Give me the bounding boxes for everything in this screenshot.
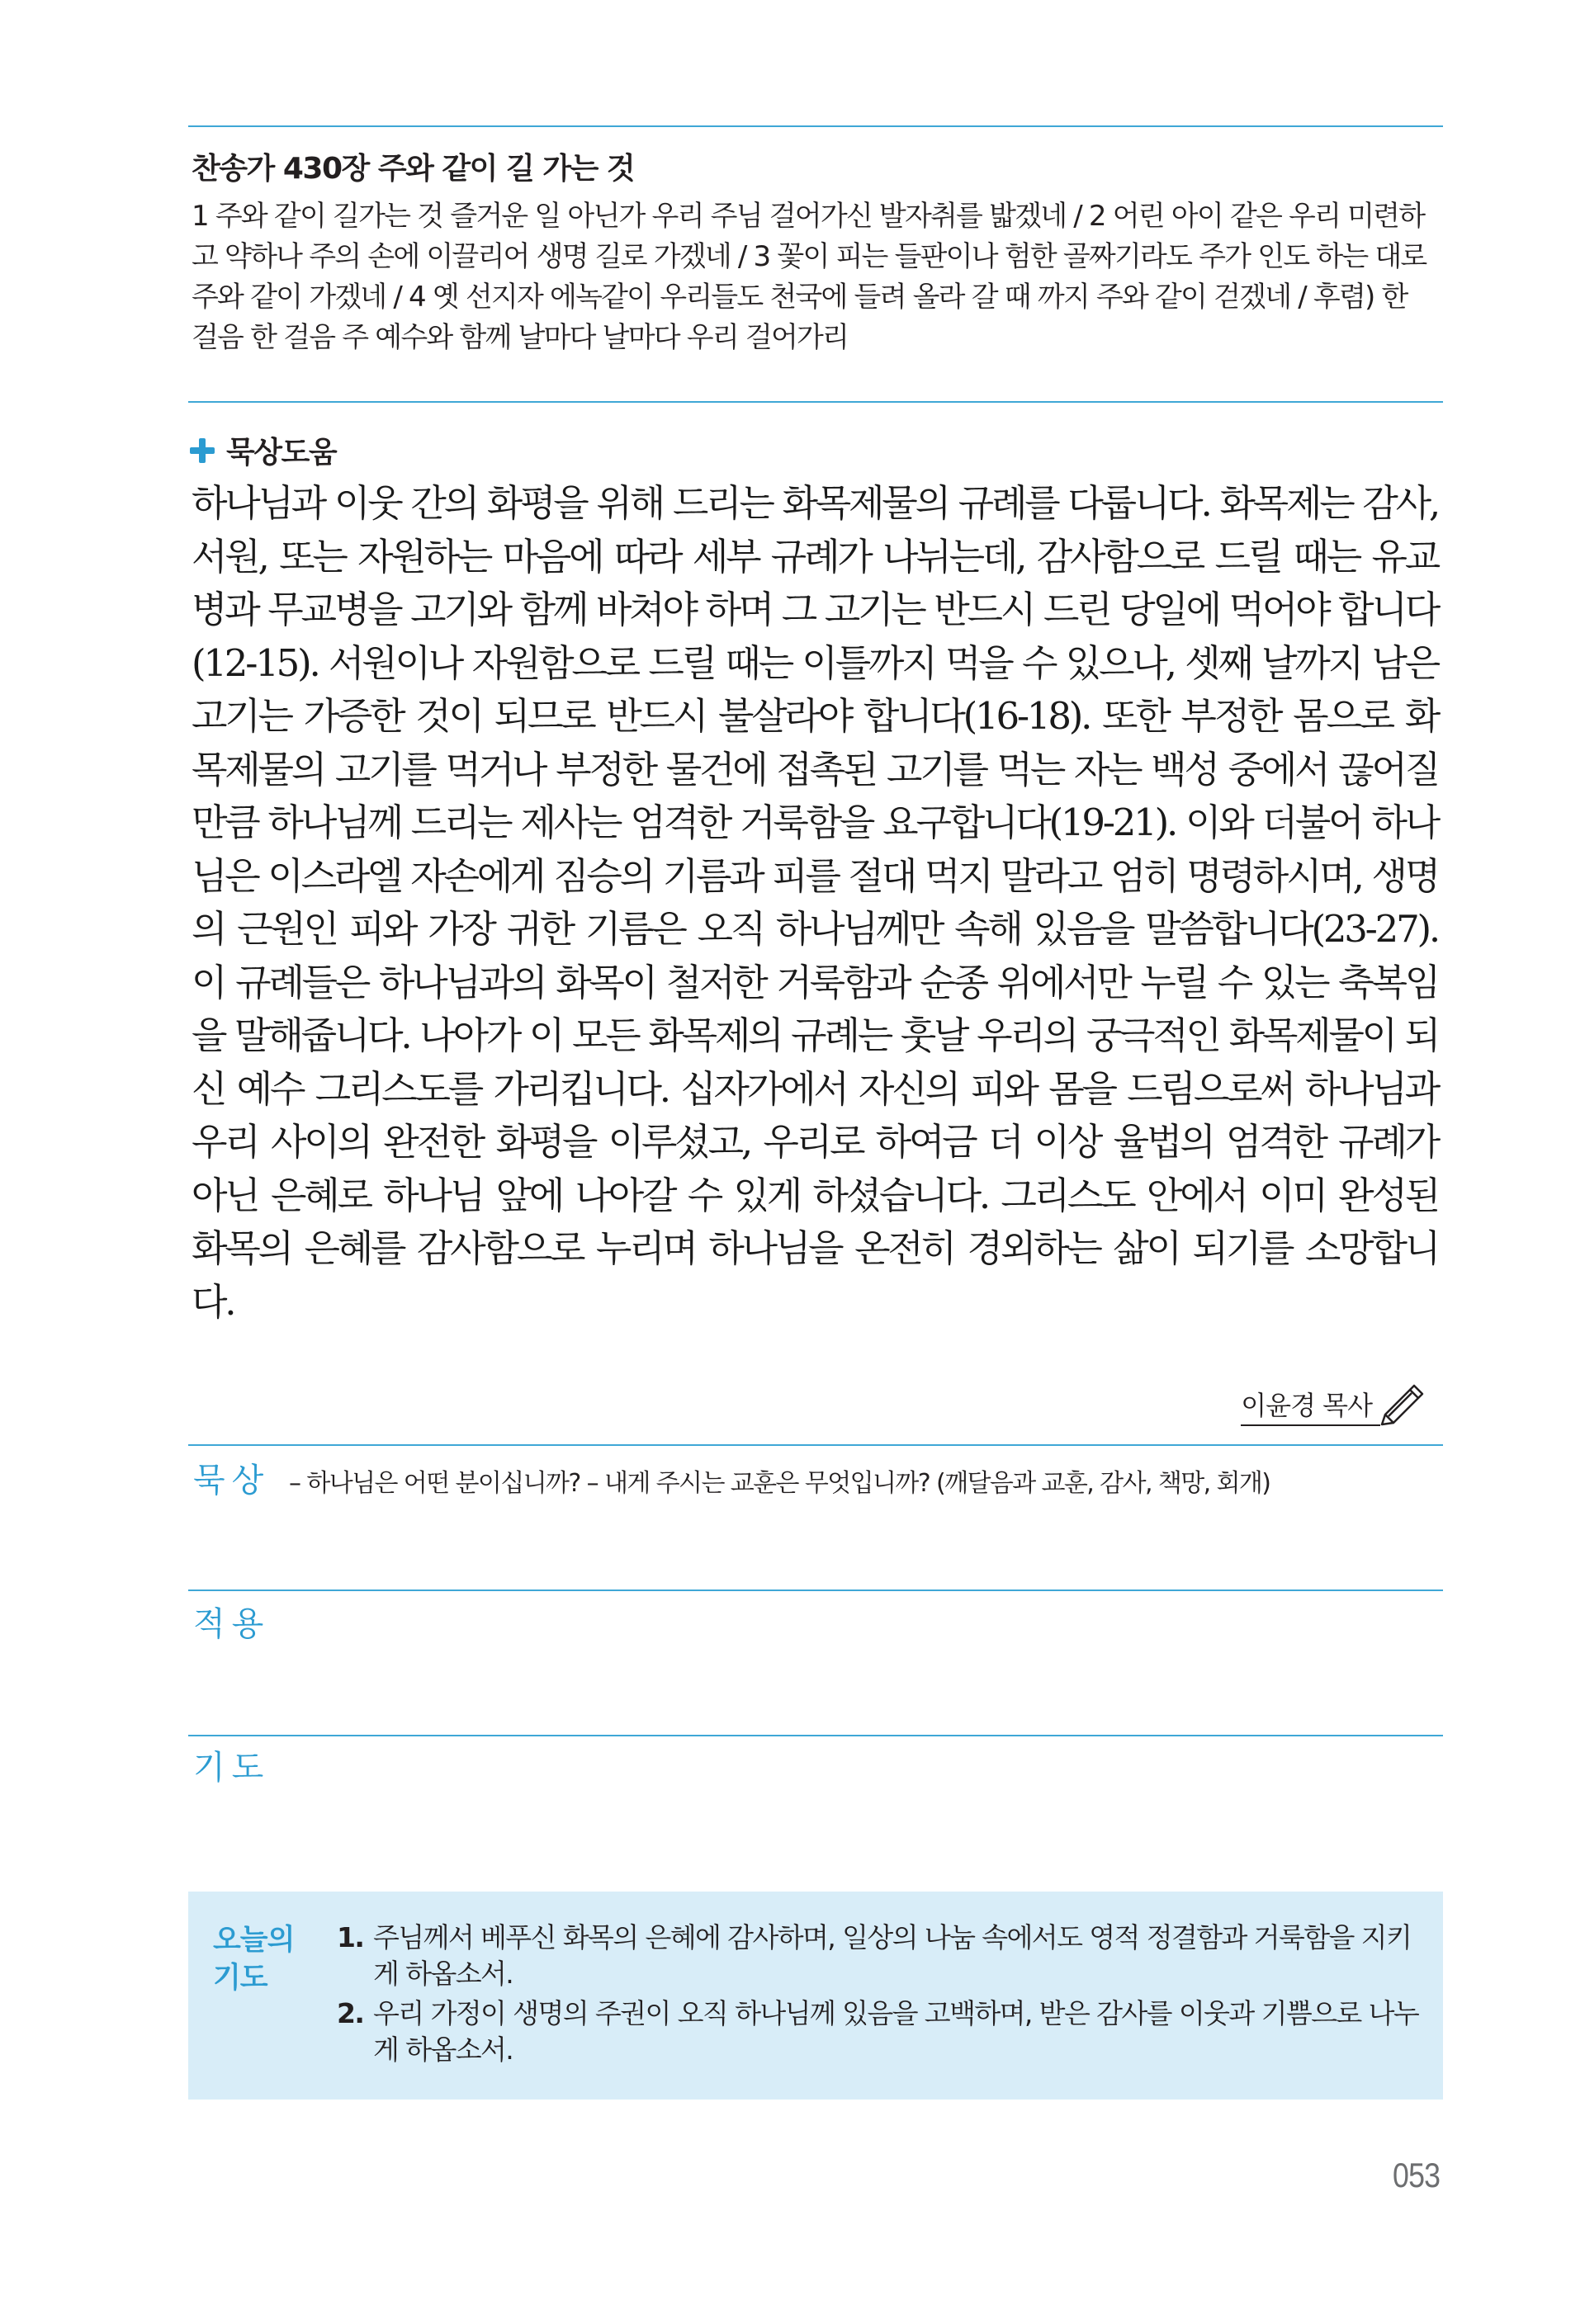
- today-prayer-list: [337, 1920, 1423, 2071]
- meditation-body: 하나님과 이웃 간의 화평을 위해 드리는 화목제물의 규례를 다룹니다. 화목제는 감사, 서원, 또는 자원하는 마음에 따라 세부 규례가 나뉘는데, 감사함으로 드릴 때는 유교병과 무교병을 고기와 함께 바쳐야 하며 그 고기는 반드시 드린 당일에 먹어야 합니다(12-15). 서원이나 자원함으로 드릴 때는 이틀까지 먹을 수 있으나, 셋째 날까지 남은 고기는 가증한 것이 되므로 반드시 불살라야 합니다(16-18). 또한 부정한 몸으로 화목제물의 고기를 먹거나 부정한 물건에 접촉된 고기를 먹는 자는 백성 중에서 끊어질 만큼 하나님께 드리는 제사는 엄격한 거룩함을 요구합니다(19-21). 이와 더불어 하나님은 이스라엘 자손에게 짐승의 기름과 피를 절대 먹지 말라고 엄히 명령하시며, 생명의 근원인 피와 가장 귀한 기름은 오직 하나님께만 속해 있음을 말씀합니다(23-27). 이 규례들은 하나님과의 화목이 철저한 거룩함과 순종 위에서만 누릴 수 있는 축복임을 말해줍니다. 나아가 이 모든 화목제의 규례는 훗날 우리의 궁극적인 화목제물이 되신 예수 그리스도를 가리킵니다. 십자가에서 자신의 피와 몸을 드림으로써 하나님과 우리 사이의 완전한 화평을 이루셨고, 우리로 하여금 더 이상 율법의 엄격한 규례가 아닌 은혜로 하나님 앞에 나아갈 수 있게 하셨습니다. 그리스도 안에서 이미 완성된 화목의 은혜를 감사함으로 누리며 하나님을 온전히 경외하는 삶이 되기를 소망합니다.: [192, 481, 1438, 1324]
- prayer-label: 기도: [193, 1749, 271, 1787]
- apply-divider: [188, 1589, 1443, 1591]
- muksang-divider: [188, 1444, 1443, 1446]
- today-prayer-label-line2: 기도: [213, 1962, 267, 1995]
- today-prayer-label-line1: 오늘의: [213, 1924, 295, 1957]
- hymn-lyrics: 1 주와 같이 길가는 것 즐거운 일 아닌가 우리 주님 걸어가신 발자취를 밟겠네 / 2 어린 아이 같은 우리 미련하고 약하나 주의 손에 이끌리어 생명 길로 가겠네 / 3 꽃이 피는 들판이나 험한 골짜기라도 주가 인도 하는 대로 주와 같이 가겠네 / 4 옛 선지자 에녹같이 우리들도 천국에 들려 올라 갈 때 까지 주와 같이 걷겠네 / 후렴) 한 걸음 한 걸음 주 예수와 함께 날마다 날마다 우리 걸어가리: [192, 200, 1426, 354]
- top-divider: [188, 125, 1443, 127]
- muksang-label: 묵상: [193, 1462, 271, 1500]
- apply-label: 적용: [193, 1605, 271, 1643]
- author-name: 이윤경 목사: [1241, 1385, 1380, 1426]
- item-number: 1.: [337, 1921, 364, 1953]
- author-signature: [1241, 1377, 1426, 1426]
- today-prayer-box: [188, 1892, 1443, 2100]
- hymn-section: [192, 150, 1438, 358]
- plus-icon: [190, 438, 215, 463]
- prayer-divider: [188, 1735, 1443, 1736]
- list-item: [337, 1920, 1423, 1992]
- item-text: 우리 가정이 생명의 주권이 오직 하나님께 있음을 고백하며, 받은 감사를 이웃과 기쁨으로 나누게 하옵소서.: [373, 1997, 1419, 2066]
- list-item: [337, 1996, 1423, 2068]
- item-number: 2.: [337, 1997, 364, 2029]
- hymn-title: 찬송가 430장 주와 같이 길 가는 것: [192, 152, 635, 186]
- page-number: 053: [1392, 2156, 1440, 2194]
- today-prayer-label: [213, 1921, 294, 1997]
- hymn-bottom-divider: [188, 401, 1443, 403]
- muksang-questions: – 하나님은 어떤 분이십니까? – 내게 주시는 교훈은 무엇입니까? (깨달음과 교훈, 감사, 책망, 회개): [289, 1469, 1270, 1498]
- meditation-title: 묵상도움: [226, 436, 337, 470]
- item-text: 주님께서 베푸신 화목의 은혜에 감사하며, 일상의 나눔 속에서도 영적 정결함과 거룩함을 지키게 하옵소서.: [373, 1921, 1412, 1990]
- pencil-icon: [1377, 1377, 1426, 1426]
- meditation-heading: [190, 429, 336, 471]
